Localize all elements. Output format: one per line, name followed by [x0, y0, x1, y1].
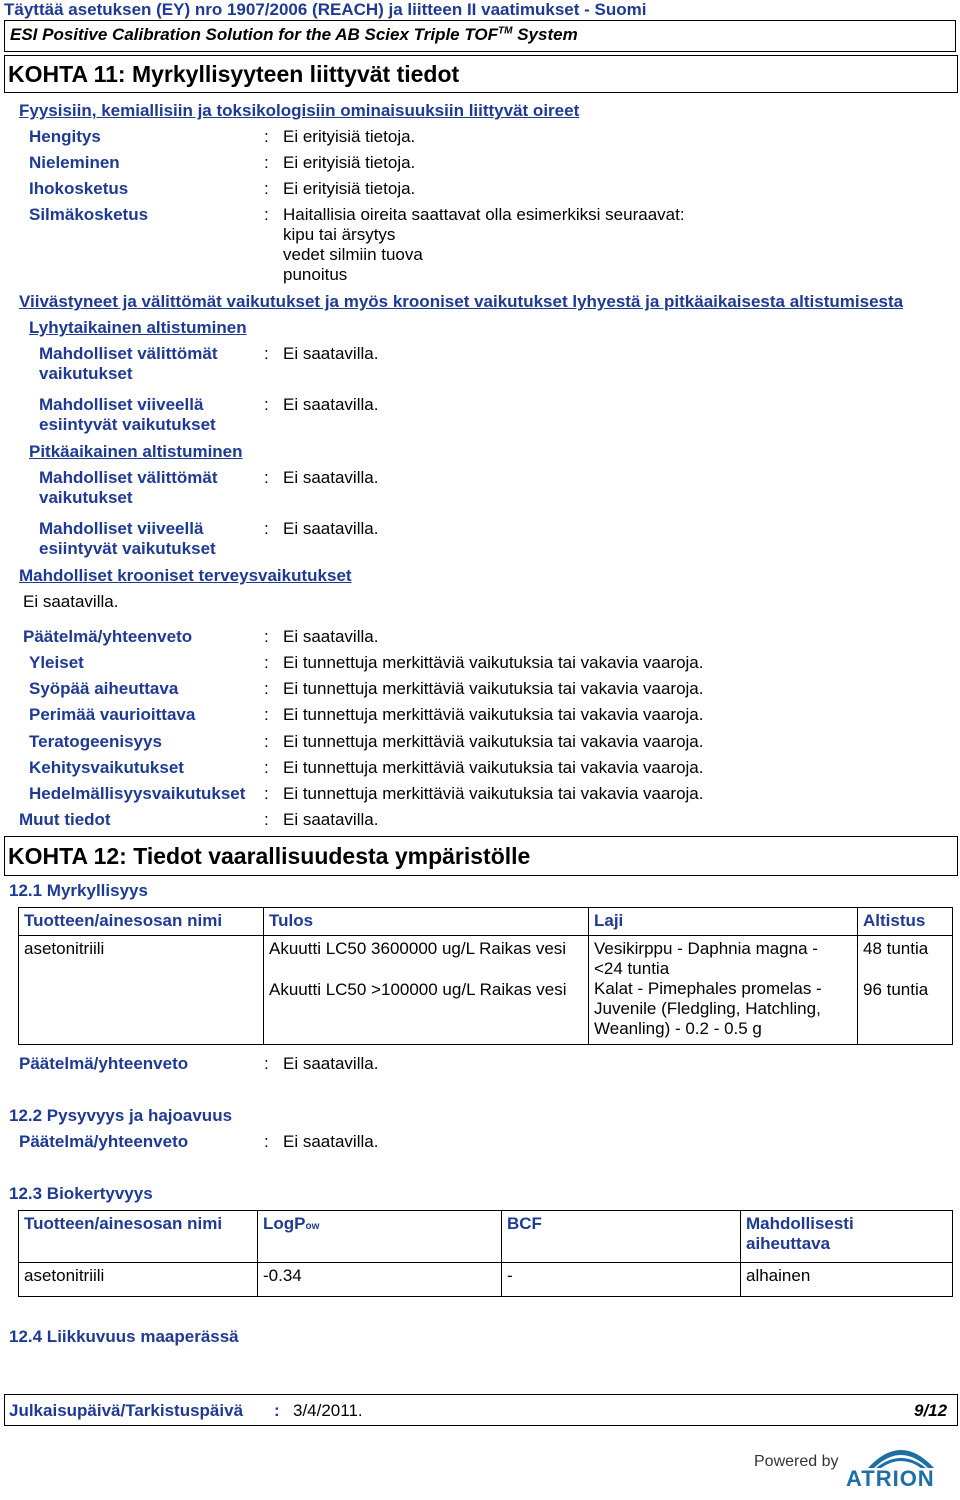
- bioaccumulation-heading: 12.3 Biokertyvyys: [9, 1184, 153, 1203]
- persistence-heading: 12.2 Pysyvyys ja hajoavuus: [9, 1106, 233, 1125]
- other-info-label: Muut tiedot: [19, 810, 111, 829]
- fertility-effects-label: Hedelmällisyysvaikutukset: [29, 784, 246, 803]
- spacer: [863, 959, 947, 980]
- eye-symptom: punoitus: [283, 265, 348, 284]
- colon: :: [264, 1054, 269, 1073]
- colon: :: [264, 784, 269, 803]
- colon: :: [264, 732, 269, 751]
- colon: :: [264, 653, 269, 672]
- colon: :: [264, 468, 269, 487]
- col-exposure-header: Altistus: [858, 908, 953, 936]
- trademark-mark: TM: [498, 25, 513, 37]
- colon: :: [264, 179, 269, 198]
- teratogenicity-value: Ei tunnettuja merkittäviä vaikutuksia tai vakavia vaaroja.: [283, 732, 704, 751]
- long-delayed-value: Ei saatavilla.: [283, 519, 379, 538]
- skin-contact-value: Ei erityisiä tietoja.: [283, 179, 416, 198]
- eye-contact-value: Haitallisia oireita saattavat olla esimerkiksi seuraavat:: [283, 205, 685, 224]
- short-immediate-label-2: vaikutukset: [39, 364, 133, 383]
- inhalation-label: Hengitys: [29, 127, 101, 146]
- conclusion-value: Ei saatavilla.: [283, 627, 379, 646]
- species-line: Kalat - Pimephales promelas -: [594, 979, 822, 998]
- developmental-effects-value: Ei tunnettuja merkittäviä vaikutuksia tai vakavia vaaroja.: [283, 758, 704, 777]
- toxicity-conclusion-label: Päätelmä/yhteenveto: [19, 1054, 189, 1073]
- page-number: 9/12: [914, 1401, 948, 1420]
- exposure-line: 48 tuntia: [863, 939, 929, 958]
- powered-by-label: Powered by: [754, 1453, 839, 1470]
- long-immediate-label: Mahdolliset välittömät: [39, 468, 218, 487]
- table-header-row: [19, 908, 953, 936]
- substance-cell: asetonitriili: [19, 1263, 258, 1297]
- potential-header-line: Mahdollisesti: [746, 1214, 854, 1233]
- eye-symptom: kipu tai ärsytys: [283, 225, 396, 244]
- long-immediate-label-2: vaikutukset: [39, 488, 133, 507]
- colon: :: [264, 627, 269, 646]
- logp-cell: -0.34: [258, 1263, 502, 1297]
- col-logp-header: [258, 1211, 502, 1263]
- bcf-cell: -: [502, 1263, 741, 1297]
- colon: :: [274, 1401, 280, 1420]
- short-immediate-value: Ei saatavilla.: [283, 344, 379, 363]
- chronic-heading: Mahdolliset krooniset terveysvaikutukset: [19, 566, 352, 585]
- skin-contact-label: Ihokosketus: [29, 179, 129, 198]
- col-species-header: Laji: [589, 908, 858, 936]
- col-result-header: Tulos: [264, 908, 589, 936]
- species-line: <24 tuntia: [594, 959, 670, 978]
- product-suffix: System: [512, 25, 578, 44]
- long-delayed-label-2: esiintyvät vaikutukset: [39, 539, 216, 558]
- exposure-cell: [858, 936, 953, 1045]
- substance-cell: asetonitriili: [19, 936, 264, 1045]
- toxicity-table: [18, 907, 953, 1045]
- publication-date-value: 3/4/2011.: [293, 1401, 363, 1420]
- exposure-line: 96 tuntia: [863, 980, 929, 999]
- table-row: [19, 936, 953, 1045]
- spacer: [269, 959, 583, 980]
- species-line: Weanling) - 0.2 - 0.5 g: [594, 1019, 762, 1038]
- section-12-heading: KOHTA 12: Tiedot vaarallisuudesta ympäristölle: [8, 843, 531, 869]
- colon: :: [264, 344, 269, 363]
- eye-symptom: vedet silmiin tuova: [283, 245, 423, 264]
- bioaccumulation-table: [18, 1210, 953, 1297]
- persistence-conclusion-label: Päätelmä/yhteenveto: [19, 1132, 189, 1151]
- general-label: Yleiset: [29, 653, 84, 672]
- atrion-brand: ATRION: [846, 1466, 935, 1491]
- result-line: Akuutti LC50 3600000 ug/L Raikas vesi: [269, 939, 567, 958]
- fertility-effects-value: Ei tunnettuja merkittäviä vaikutuksia tai vakavia vaaroja.: [283, 784, 704, 803]
- colon: :: [264, 519, 269, 538]
- ingestion-label: Nieleminen: [29, 153, 120, 172]
- delayed-effects-heading: Viivästyneet ja välittömät vaikutukset ja myös krooniset vaikutukset lyhyestä ja pitkäaikaisesta altistumisesta: [19, 292, 904, 311]
- potential-header-line: aiheuttava: [746, 1234, 831, 1253]
- colon: :: [264, 1132, 269, 1151]
- species-line: Vesikirppu - Daphnia magna -: [594, 939, 818, 958]
- mobility-heading: 12.4 Liikkuvuus maaperässä: [9, 1327, 239, 1346]
- col-name-header: Tuotteen/ainesosan nimi: [19, 1211, 258, 1263]
- carcinogenicity-value: Ei tunnettuja merkittäviä vaikutuksia tai vakavia vaaroja.: [283, 679, 704, 698]
- mutagenicity-value: Ei tunnettuja merkittäviä vaikutuksia tai vakavia vaaroja.: [283, 705, 704, 724]
- col-name-header: Tuotteen/ainesosan nimi: [19, 908, 264, 936]
- colon: :: [264, 205, 269, 224]
- colon: :: [264, 395, 269, 414]
- table-row: [19, 1263, 953, 1297]
- mutagenicity-label: Perimää vaurioittava: [29, 705, 196, 724]
- colon: :: [264, 127, 269, 146]
- species-line: Juvenile (Fledgling, Hatchling,: [594, 999, 821, 1018]
- carcinogenicity-label: Syöpää aiheuttava: [29, 679, 179, 698]
- publication-date-label: Julkaisupäivä/Tarkistuspäivä: [9, 1401, 244, 1420]
- colon: :: [264, 810, 269, 829]
- long-delayed-label: Mahdolliset viiveellä: [39, 519, 204, 538]
- col-bcf-header: BCF: [502, 1211, 741, 1263]
- document-regulation-title: Täyttää asetuksen (EY) nro 1907/2006 (REACH) ja liitteen II vaatimukset - Suomi: [4, 0, 647, 19]
- logp-subscript: ow: [305, 1221, 320, 1232]
- ingestion-value: Ei erityisiä tietoja.: [283, 153, 416, 172]
- general-value: Ei tunnettuja merkittäviä vaikutuksia tai vakavia vaaroja.: [283, 653, 704, 672]
- table-header-row: [19, 1211, 953, 1263]
- long-term-heading: Pitkäaikainen altistuminen: [29, 442, 243, 461]
- other-info-value: Ei saatavilla.: [283, 810, 379, 829]
- logp-label: LogP: [263, 1214, 306, 1233]
- colon: :: [264, 679, 269, 698]
- colon: :: [264, 758, 269, 777]
- col-potential-header: [741, 1211, 953, 1263]
- short-immediate-label: Mahdolliset välittömät: [39, 344, 218, 363]
- persistence-conclusion-value: Ei saatavilla.: [283, 1132, 379, 1151]
- short-delayed-label-2: esiintyvät vaikutukset: [39, 415, 216, 434]
- toxicity-heading: 12.1 Myrkyllisyys: [9, 881, 148, 900]
- long-immediate-value: Ei saatavilla.: [283, 468, 379, 487]
- conclusion-label: Päätelmä/yhteenveto: [23, 627, 193, 646]
- developmental-effects-label: Kehitysvaikutukset: [29, 758, 184, 777]
- result-line: Akuutti LC50 >100000 ug/L Raikas vesi: [269, 980, 567, 999]
- symptoms-heading: Fyysisiin, kemiallisiin ja toksikologisiin ominaisuuksiin liittyvät oireet: [19, 101, 580, 120]
- product-title: [10, 25, 578, 45]
- teratogenicity-label: Teratogeenisyys: [29, 732, 162, 751]
- result-cell: [264, 936, 589, 1045]
- product-name: ESI Positive Calibration Solution for the AB Sciex Triple TOF: [10, 25, 499, 44]
- inhalation-value: Ei erityisiä tietoja.: [283, 127, 416, 146]
- short-term-heading: Lyhytaikainen altistuminen: [29, 318, 247, 337]
- toxicity-conclusion-value: Ei saatavilla.: [283, 1054, 379, 1073]
- eye-contact-label: Silmäkosketus: [29, 205, 149, 224]
- chronic-value: Ei saatavilla.: [23, 592, 119, 611]
- colon: :: [264, 705, 269, 724]
- short-delayed-label: Mahdolliset viiveellä: [39, 395, 204, 414]
- colon: :: [264, 153, 269, 172]
- potential-cell: alhainen: [741, 1263, 953, 1297]
- species-cell: [589, 936, 858, 1045]
- section-11-heading: KOHTA 11: Myrkyllisyyteen liittyvät tiedot: [8, 61, 460, 87]
- short-delayed-value: Ei saatavilla.: [283, 395, 379, 414]
